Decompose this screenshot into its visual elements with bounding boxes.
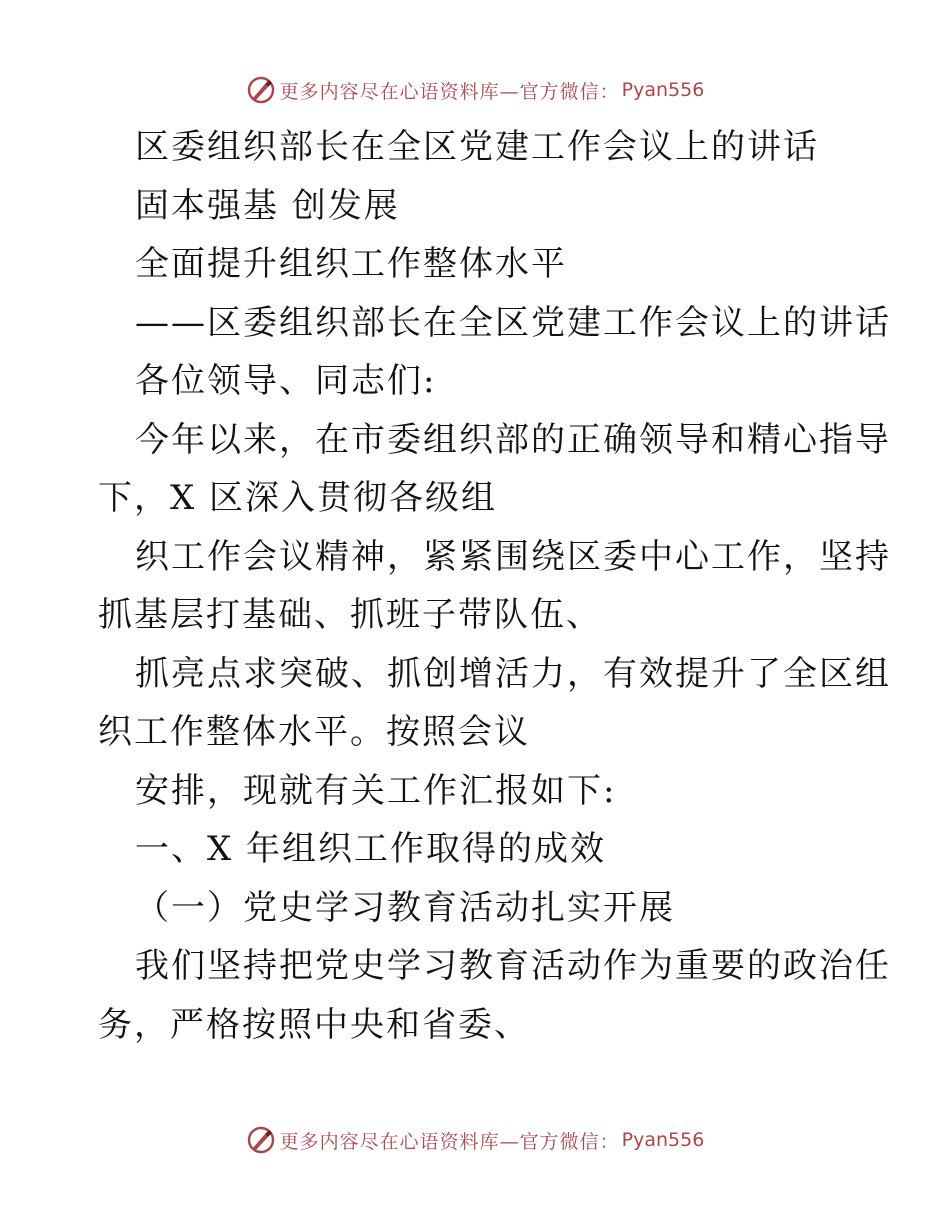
section-heading: 一、X 年组织工作取得的成效: [135, 829, 607, 869]
paragraph-line: 我们坚持把党史学习教育活动作为重要的政治任: [135, 946, 891, 986]
watermark-footer: [0, 1120, 950, 1160]
salutation: 各位领导、同志们:: [135, 361, 437, 401]
heading-line: 全面提升组织工作整体水平: [135, 244, 567, 284]
watermark-text: 更多内容尽在心语资料库—官方微信：: [279, 80, 620, 103]
watermark-text: 更多内容尽在心语资料库—官方微信：: [279, 1130, 620, 1153]
pen-in-circle-logo-icon: [246, 1125, 276, 1155]
watermark-header: [0, 70, 950, 110]
paragraph-line: 抓基层打基础、抓班子带队伍、: [98, 595, 602, 635]
watermark-wechat-id: Pyan556: [621, 79, 705, 101]
watermark-wechat-id: Pyan556: [621, 1129, 705, 1151]
paragraph-line: 织工作整体水平。按照会议: [98, 712, 530, 752]
heading-line: 固本强基 创发展: [135, 185, 400, 226]
paragraph-line: 织工作会议精神，紧紧围绕区委中心工作，坚持: [135, 536, 891, 577]
subsection-heading: （一）党史学习教育活动扎实开展: [135, 887, 675, 928]
paragraph-line: 抓亮点求突破、抓创增活力，有效提升了全区组: [135, 653, 891, 694]
document-body: [98, 118, 891, 1054]
subtitle-line: ——区委组织部长在全区党建工作会议上的讲话: [135, 302, 891, 343]
paragraph-line: 安排，现就有关工作汇报如下:: [135, 770, 617, 811]
paragraph-line: 今年以来，在市委组织部的正确领导和精心指导: [135, 419, 891, 460]
document-title: 区委组织部长在全区党建工作会议上的讲话: [135, 127, 819, 167]
pen-in-circle-logo-icon: [246, 75, 276, 105]
paragraph-line: 务，严格按照中央和省委、: [98, 1004, 530, 1045]
paragraph-line: 下，X 区深入贯彻各级组: [98, 478, 498, 518]
